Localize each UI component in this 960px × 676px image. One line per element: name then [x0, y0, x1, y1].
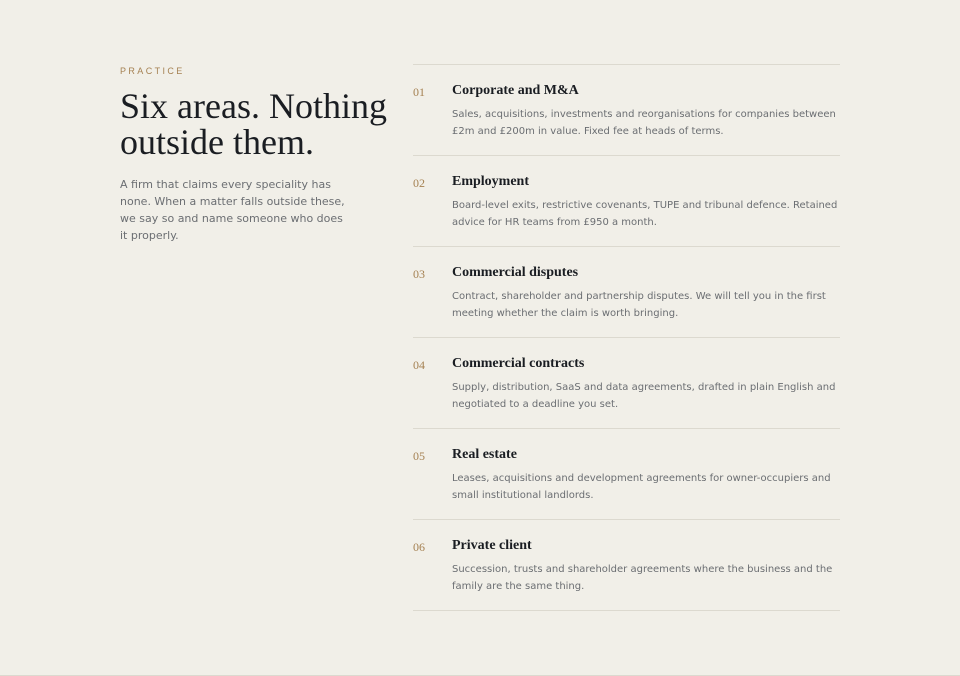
practice-title: Employment — [452, 174, 529, 189]
section-eyebrow: PRACTICE — [120, 66, 185, 76]
practice-number: 02 — [413, 176, 425, 190]
practice-item-employment — [413, 156, 840, 247]
practice-description: Board-level exits, restrictive covenants, TUPE and tribunal defence. Retained advice for HR teams from £950 a month. — [452, 200, 838, 228]
intro-paragraph: A firm that claims every speciality has none. When a matter falls outside these, we say so and name someone who does it properly. — [120, 178, 345, 242]
practice-description: Leases, acquisitions and development agreements for owner-occupiers and small institutional landlords. — [452, 473, 831, 501]
practice-title: Commercial contracts — [452, 356, 585, 371]
practice-description: Succession, trusts and shareholder agreements where the business and the family are the same thing. — [452, 564, 833, 592]
practice-number: 04 — [413, 358, 425, 372]
practice-item-corporate — [413, 65, 840, 156]
practice-item-private-client — [413, 520, 840, 611]
practice-item-real-estate — [413, 429, 840, 520]
practice-title: Corporate and M&A — [452, 83, 579, 98]
practice-description: Supply, distribution, SaaS and data agreements, drafted in plain English and negotiated to a deadline you set. — [452, 382, 836, 410]
practice-number: 03 — [413, 267, 425, 281]
practice-item-commercial-disputes — [413, 247, 840, 338]
section-headline: Six areas. Nothing outside them. — [120, 86, 387, 162]
practice-number: 06 — [413, 540, 425, 554]
practice-item-commercial-contracts — [413, 338, 840, 429]
practice-number: 01 — [413, 85, 425, 99]
practice-number: 05 — [413, 449, 425, 463]
practice-area-list — [413, 64, 840, 611]
practice-title: Private client — [452, 538, 532, 553]
practice-description: Contract, shareholder and partnership disputes. We will tell you in the first meeting whether the claim is worth bringing. — [452, 291, 826, 319]
practice-title: Commercial disputes — [452, 265, 579, 280]
practice-title: Real estate — [452, 447, 517, 462]
practice-description: Sales, acquisitions, investments and reorganisations for companies between £2m and £200m in value. Fixed fee at heads of terms. — [452, 109, 836, 137]
